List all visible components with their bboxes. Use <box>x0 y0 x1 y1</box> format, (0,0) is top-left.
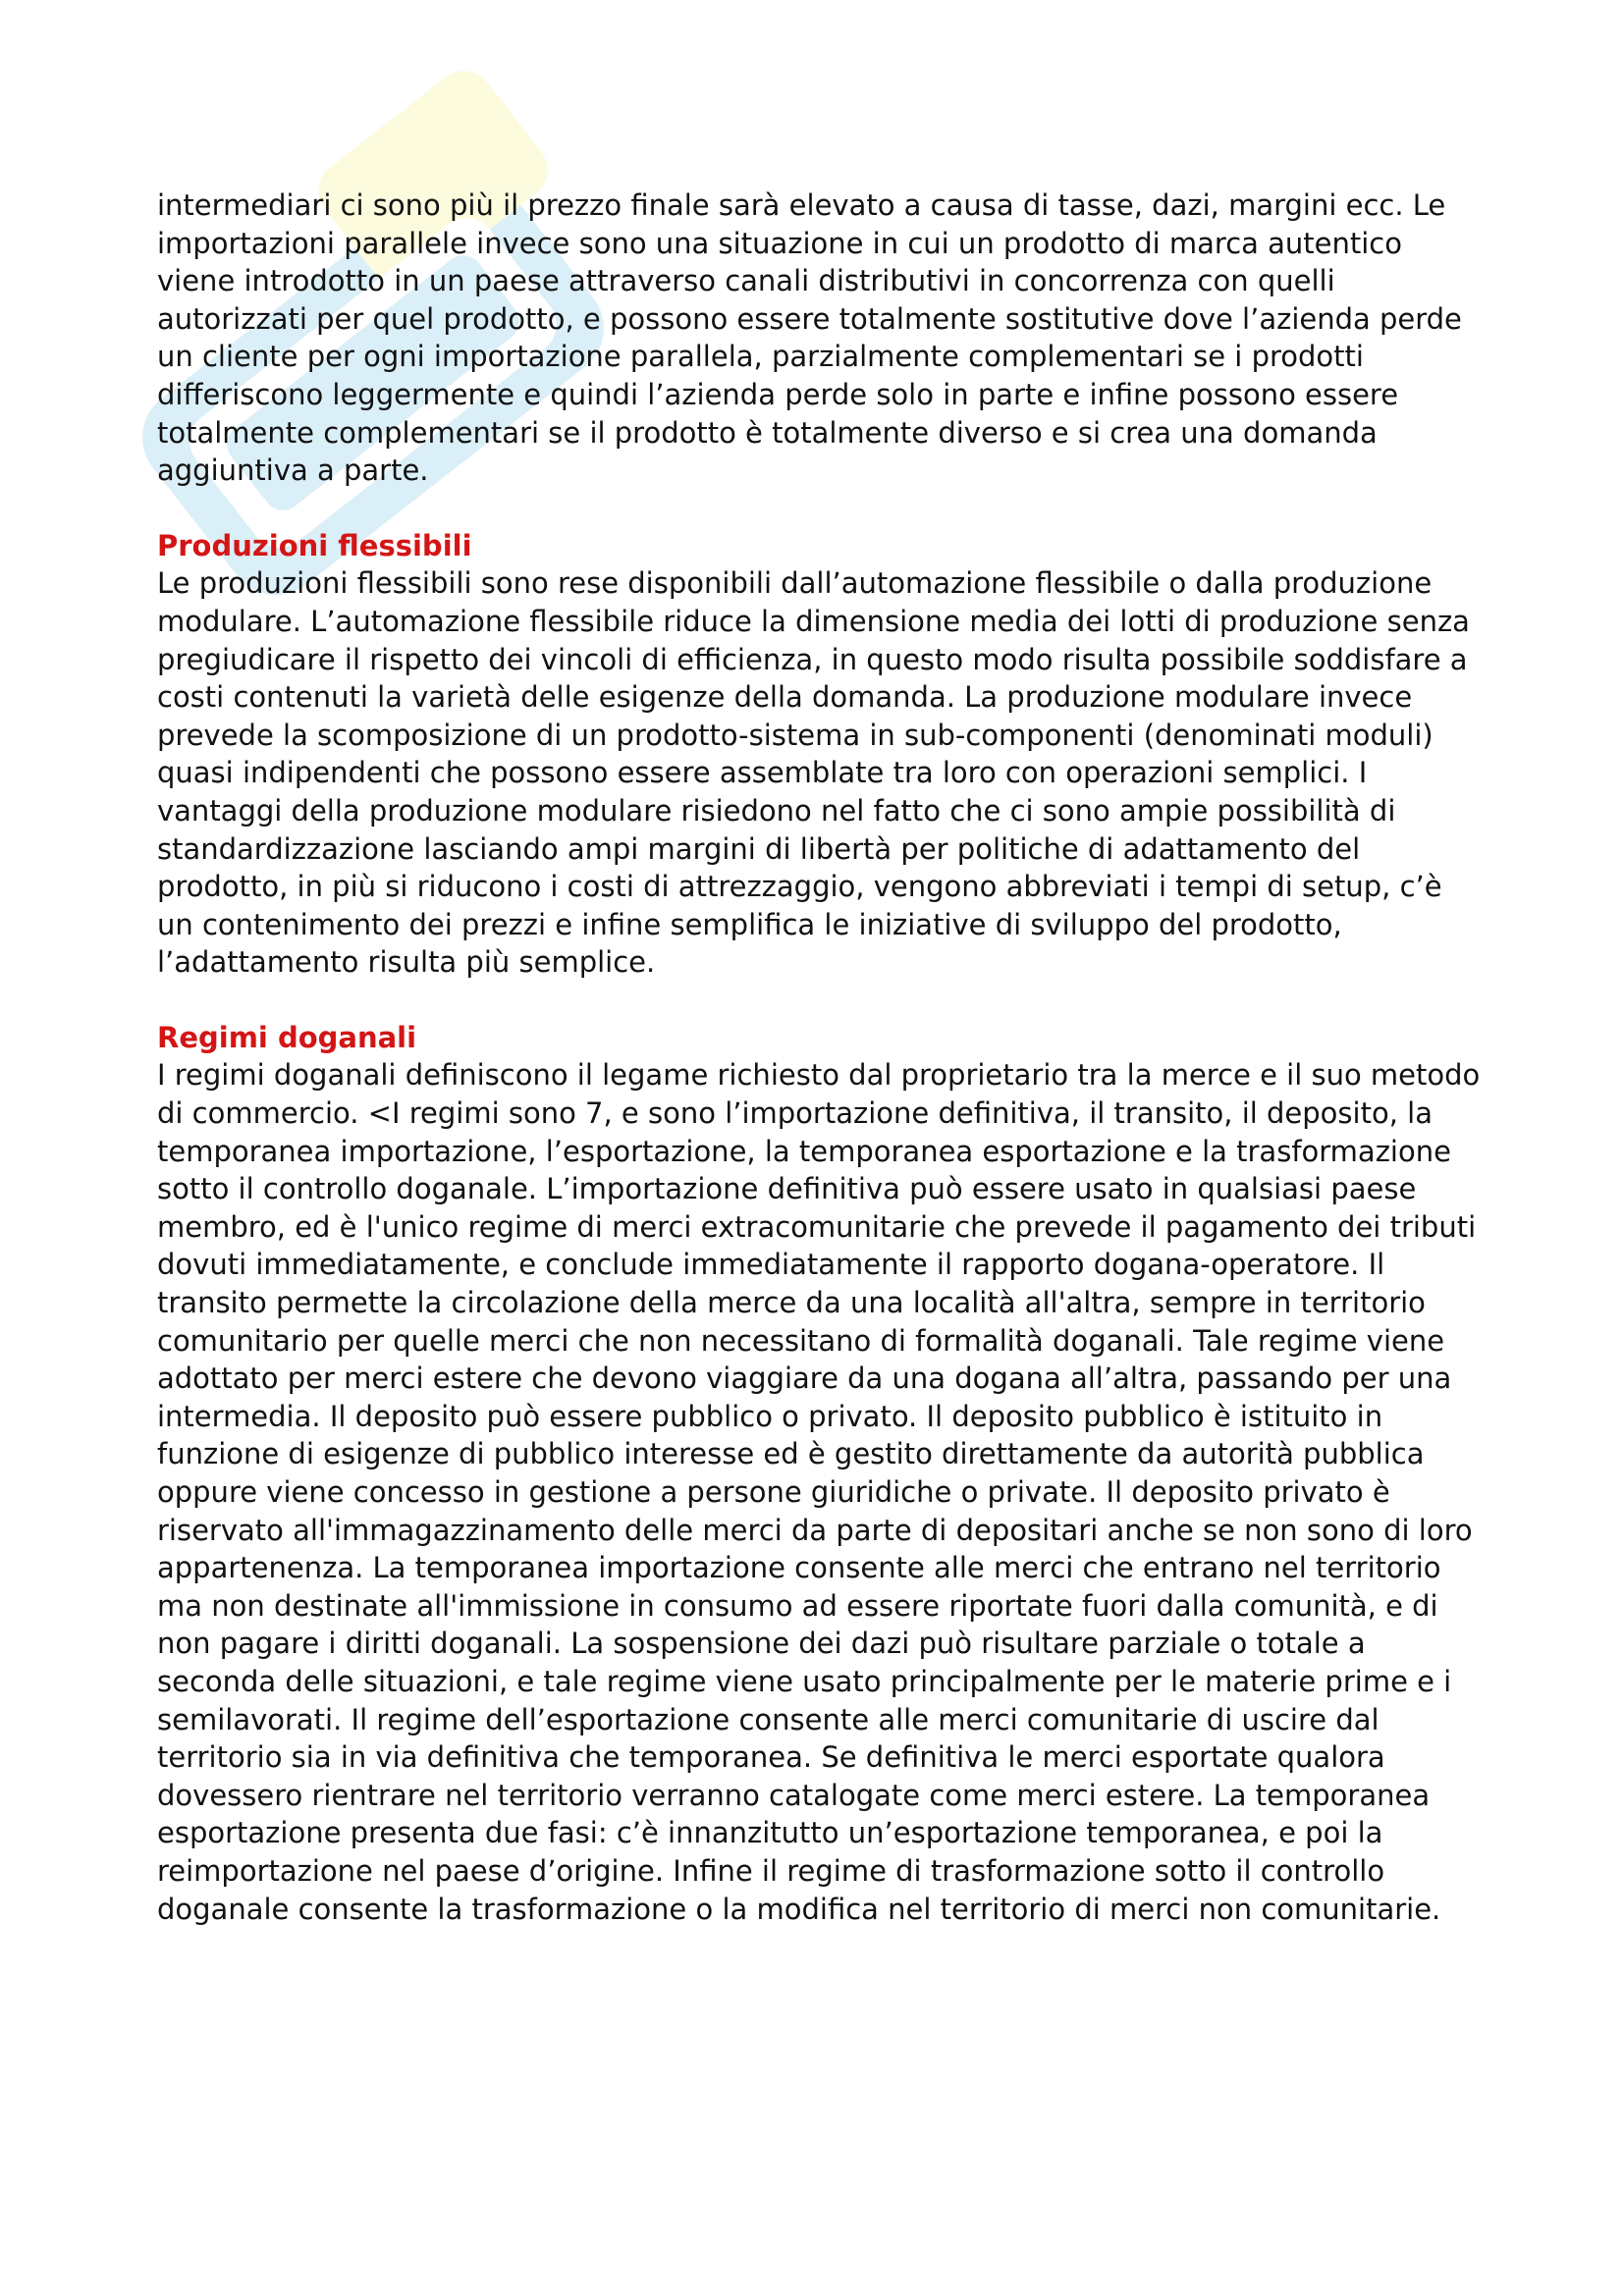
section-paragraph: I regimi doganali definiscono il legame richiesto dal proprietario tra la merce e il suo metodo di commercio. <I regimi sono 7, e sono l’importazione definitiva, il transito, il deposito, la temporanea importazione, l’esportazione, la temporanea esportazione e la trasformazione sotto il controllo doganale. L’importazione definitiva può essere usato in qualsiasi paese membro, ed è l'unico regime di merci extracomunitarie che prevede il pagamento dei tributi dovuti immediatamente, e conclude immediatamente il rapporto dogana-operatore. Il transito permette la circolazione della merce da una località all'altra, sempre in territorio comunitario per quelle merci che non necessitano di formalità doganali. Tale regime viene adottato per merci estere che devono viaggiare da una dogana all’altra, passando per una intermedia. Il deposito può essere pubblico o privato. Il deposito pubblico è istituito in funzione di esigenze di pubblico interesse ed è gestito direttamente da autorità pubblica oppure viene concesso in gestione a persone giuridiche o private. Il deposito privato è riservato all'immagazzinamento delle merci da parte di depositari anche se non sono di loro appartenenza. La temporanea importazione consente alle merci che entrano nel territorio ma non destinate all'immissione in consumo ad essere riportate fuori dalla comunità, e di non pagare i diritti doganali. La sospensione dei dazi può risultare parziale o totale a seconda delle situazioni, e tale regime viene usato principalmente per le materie prime e i semilavorati. Il regime dell’esportazione consente alle merci comunitarie di uscire dal territorio sia in via definitiva che temporanea. Se definitiva le merci esportate qualora dovessero rientrare nel territorio verranno catalogate come merci estere. La temporanea esportazione presenta due fasi: c’è innanzitutto un’esportazione temporanea, e poi la reimportazione nel paese d’origine. Infine il regime di trasformazione sotto il controllo doganale consente la trasformazione o la modifica nel territorio di merci non comunitarie. <box>157 1058 1481 1926</box>
section-regimi-doganali <box>157 1019 1483 1928</box>
document-body <box>157 187 1483 1928</box>
intro-paragraph: intermediari ci sono più il prezzo finale sarà elevato a causa di tasse, dazi, margini ecc. Le importazioni parallele invece sono una situazione in cui un prodotto di marca autentico viene introdotto in un paese attraverso canali distributivi in concorrenza con quelli autorizzati per quel prodotto, e possono essere totalmente sostitutive dove l’azienda perde un cliente per ogni importazione parallela, parzialmente complementari se i prodotti differiscono leggermente e quindi l’azienda perde solo in parte e infine possono essere totalmente complementari se il prodotto è totalmente diverso e si crea una domanda aggiuntiva a parte. <box>157 188 1462 488</box>
section-paragraph: Le produzioni flessibili sono rese disponibili dall’automazione flessibile o dalla produzione modulare. L’automazione flessibile riduce la dimensione media dei lotti di produzione senza pregiudicare il rispetto dei vincoli di efficienza, in questo modo risulta possibile soddisfare a costi contenuti la varietà delle esigenze della domanda. La produzione modulare invece prevede la scomposizione di un prodotto-sistema in sub-componenti (denominati moduli) quasi indipendenti che possono essere assemblate tra loro con operazioni semplici. I vantaggi della produzione modulare risiedono nel fatto che ci sono ampie possibilità di standardizzazione lasciando ampi margini di libertà per politiche di adattamento del prodotto, in più si riducono i costi di attrezzaggio, vengono abbreviati i tempi di setup, c’è un contenimento dei prezzi e infine semplifica le iniziative di sviluppo del prodotto, l’adattamento risulta più semplice. <box>157 566 1470 980</box>
section-heading: Produzioni flessibili <box>157 528 472 562</box>
section-heading: Regimi doganali <box>157 1020 417 1054</box>
section-produzioni-flessibili <box>157 527 1483 982</box>
